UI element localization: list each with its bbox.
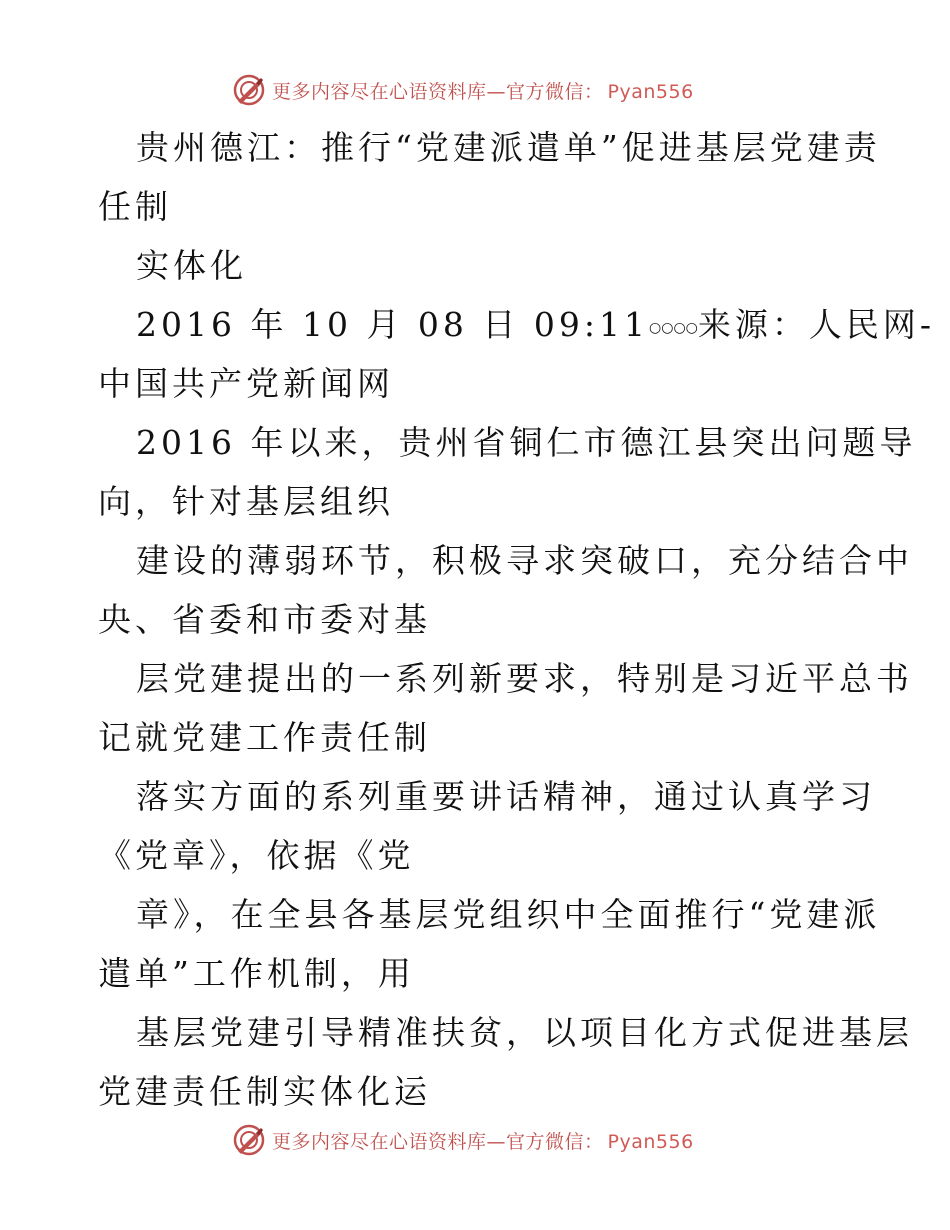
article-title-line-1: 贵州德江：推行“党建派遣单”促进基层党建责: [136, 128, 881, 167]
article-title-line-3: 实体化: [136, 246, 247, 285]
body-line-2: 向，针对基层组织: [98, 482, 394, 521]
banner-wechat-id: Pyan556: [607, 1130, 694, 1153]
banner-text: 更多内容尽在心语资料库—官方微信： Pyan556: [272, 80, 694, 103]
body-line-12: 党建责任制实体化运: [98, 1072, 431, 1111]
body-line-8: 《党章》，依据《党: [98, 836, 415, 875]
publish-datetime: 2016 年 10 月 08 日 09:11: [136, 305, 650, 344]
body-line-11: 基层党建引导精准扶贫，以项目化方式促进基层: [136, 1013, 913, 1052]
article-meta-line: [98, 295, 936, 354]
banner-text: 更多内容尽在心语资料库—官方微信： Pyan556: [272, 1130, 694, 1153]
source-label: 来源：人民网-: [697, 305, 936, 344]
body-line-10: 遣单”工作机制，用: [98, 954, 415, 993]
body-line-7: 落实方面的系列重要讲话精神，通过认真学习: [136, 777, 876, 816]
body-line-1: 2016 年以来，贵州省铜仁市德江县突出问题导: [136, 423, 917, 462]
header-watermark-banner: [232, 70, 712, 110]
body-line-5: 层党建提出的一系列新要求，特别是习近平总书: [136, 659, 913, 698]
pen-logo-icon: [232, 73, 266, 107]
article-title-line-2: 任制: [98, 187, 172, 226]
body-line-4: 央、省委和市委对基: [98, 600, 431, 639]
body-line-6: 记就党建工作责任制: [98, 718, 431, 757]
meta-separator: ○○○○: [649, 320, 698, 336]
article-body: [98, 118, 936, 1121]
body-line-3: 建设的薄弱环节，积极寻求突破口，充分结合中: [136, 541, 913, 580]
source-name-line: 中国共产党新闻网: [98, 364, 394, 403]
body-line-9: 章》，在全县各基层党组织中全面推行“党建派: [136, 895, 881, 934]
footer-watermark-banner: [232, 1120, 712, 1160]
banner-wechat-id: Pyan556: [607, 80, 694, 103]
pen-logo-icon: [232, 1123, 266, 1157]
